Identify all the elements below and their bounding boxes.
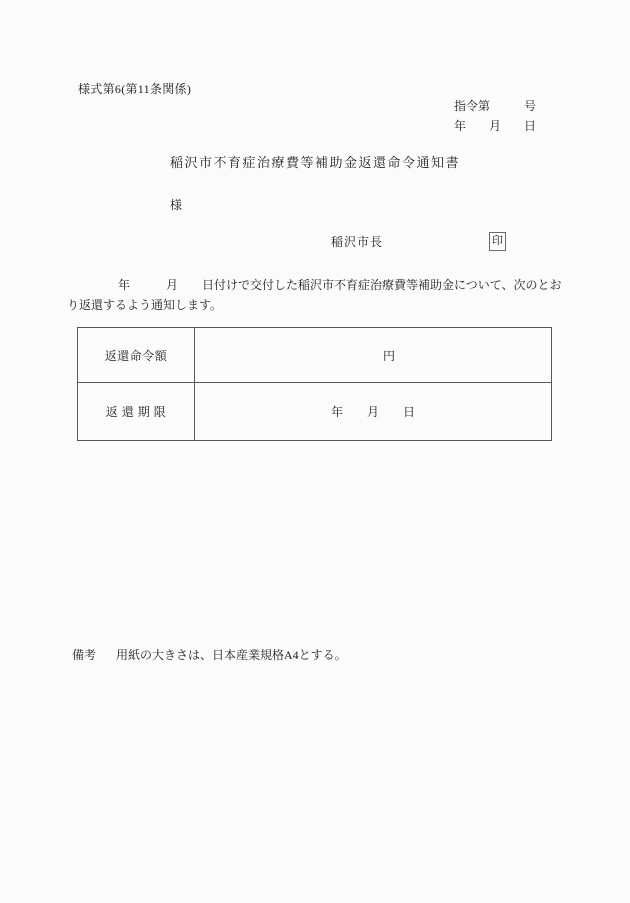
table-row-repayment-amount: [78, 328, 552, 383]
form-code: 様式第6(第11条関係): [78, 82, 192, 96]
remark-line: [72, 646, 347, 663]
table-row-repayment-deadline: [78, 383, 552, 441]
directive-number-line: [454, 96, 536, 116]
reference-block: [454, 96, 536, 136]
remark-label: 備考: [72, 648, 97, 662]
issue-date-year: 年: [454, 119, 467, 133]
directive-suffix: 号: [523, 99, 536, 113]
repayment-deadline-label: 返 還 期 限: [78, 383, 195, 441]
page-title: 稲沢市不育症治療費等補助金返還命令通知書: [169, 155, 460, 170]
body-text-line1: 年 月 日付けで交付した稲沢市不育症治療費等補助金について、次のとお: [118, 278, 562, 292]
issue-date-day: 日: [523, 119, 536, 133]
body-text-line2: り返還するよう通知します。: [67, 298, 223, 312]
addressee-suffix: 様: [170, 198, 183, 212]
issue-date-month: 月: [488, 119, 501, 133]
repayment-amount-label: 返還命令額: [78, 328, 195, 383]
repayment-amount-value: 円: [195, 328, 552, 383]
directive-prefix: 指令第: [454, 99, 491, 113]
seal-mark: 印: [489, 232, 506, 251]
issuer-name: 稲沢市長: [331, 235, 384, 249]
repayment-table: [77, 327, 552, 441]
remark-text: 用紙の大きさは、日本産業規格A4とする。: [116, 648, 347, 662]
repayment-deadline-value: 年 月 日: [195, 383, 552, 441]
issue-date-line: [454, 116, 536, 136]
